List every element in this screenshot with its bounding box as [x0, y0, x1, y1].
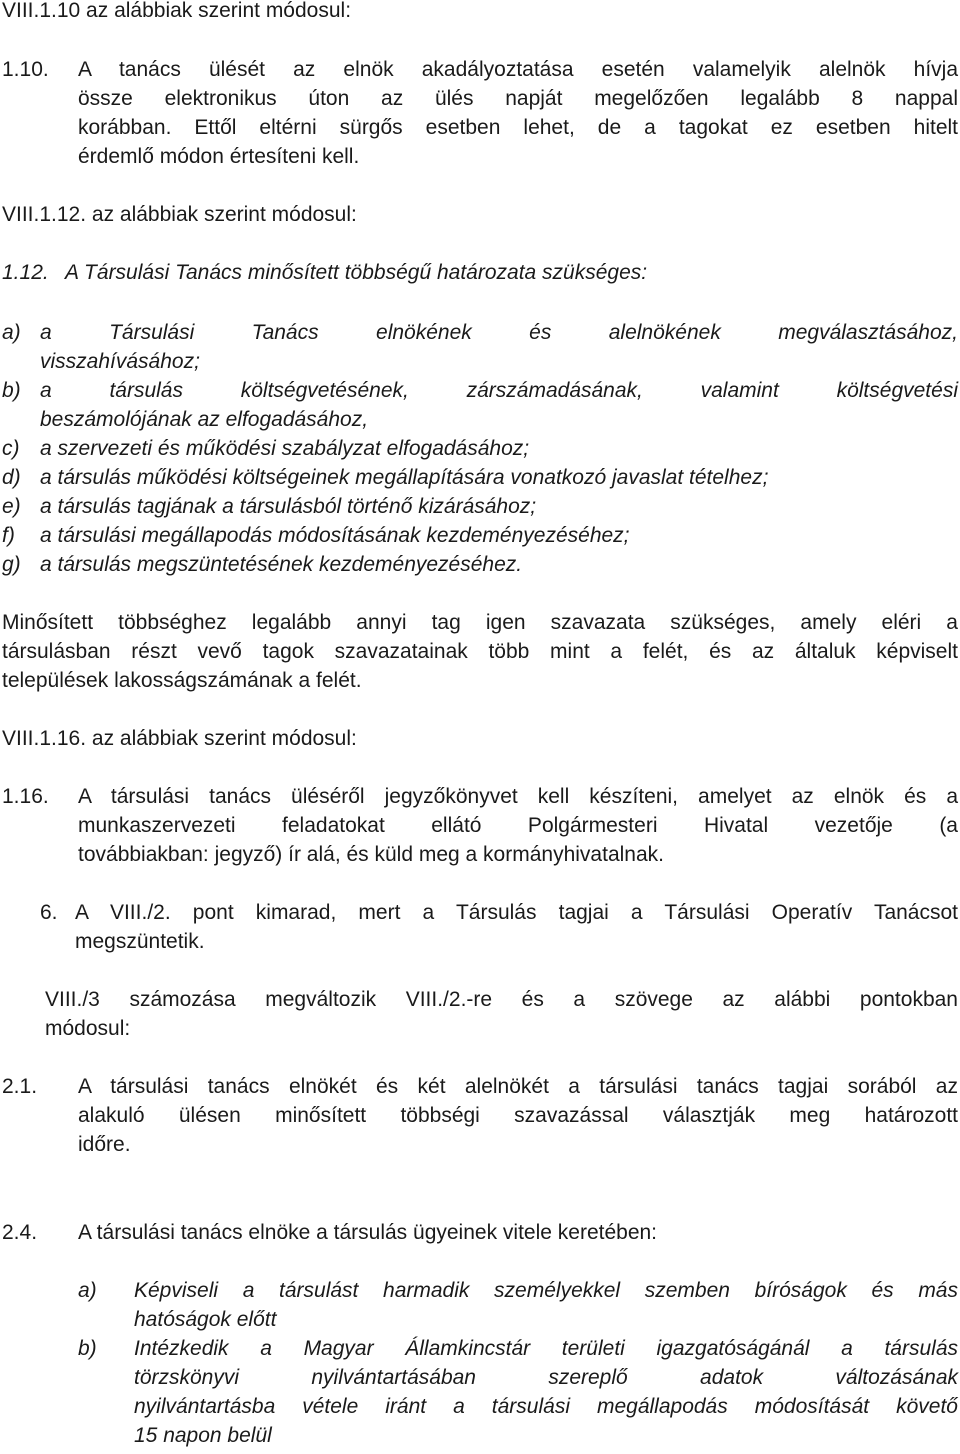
- paragraph-line: A társulási tanács elnöke a társulás ügyeinek vitele keretében:: [78, 1221, 658, 1244]
- list-item: a társulás működési költségeinek megállapítására vonatkozó javaslat tételhez;: [40, 466, 769, 489]
- list-item: beszámolójának az elfogadásához,: [40, 408, 369, 431]
- section-heading-1-16: VIII.1.16. az alábbiak szerint módosul:: [2, 727, 357, 750]
- majority-definition-line: Minősített többséghez legalább annyi tag igen szavazata szükséges, amely eléri a: [2, 611, 958, 634]
- paragraph-line: A Társulási Tanács minősített többségű határozata szükséges:: [65, 261, 648, 284]
- list-item: visszahívásához;: [40, 350, 200, 373]
- paragraph-line: megszüntetik.: [75, 930, 205, 953]
- list-label: a): [78, 1279, 97, 1302]
- list-item: törzskönyvi nyilvántartásában szereplő adatok változásának: [134, 1366, 958, 1389]
- paragraph-line: A VIII./2. pont kimarad, mert a Társulás tagjai a Társulási Operatív Tanácsot: [75, 901, 958, 924]
- list-label: c): [2, 437, 20, 460]
- paragraph-number: 2.1.: [2, 1075, 38, 1098]
- paragraph-line: A társulási tanács üléséről jegyzőkönyvet kell készíteni, amelyet az elnök és a: [78, 785, 958, 808]
- majority-definition-line: települések lakosságszámának a felét.: [2, 669, 362, 692]
- list-item: a társulási megállapodás módosításának kezdeményezéséhez;: [40, 524, 630, 547]
- paragraph-number: 1.12.: [2, 261, 49, 284]
- paragraph-line: módosul:: [45, 1017, 131, 1040]
- paragraph-line: A társulási tanács elnökét és két alelnökét a társulási tanács tagjai sorából az: [78, 1075, 958, 1098]
- paragraph-line: VIII./3 számozása megváltozik VIII./2.-re és a szövege az alábbi pontokban: [45, 988, 958, 1011]
- paragraph-line: össze elektronikus úton az ülés napját megelőzően legalább 8 nappal: [78, 87, 958, 110]
- list-item: Képviseli a társulást harmadik személyekkel szemben bíróságok és más: [134, 1279, 958, 1302]
- list-item: Intézkedik a Magyar Államkincstár területi igazgatóságánál a társulás: [134, 1337, 958, 1360]
- paragraph-line: időre.: [78, 1133, 131, 1156]
- list-item: 15 napon belül: [134, 1424, 272, 1447]
- section-heading-1-10: VIII.1.10 az alábbiak szerint módosul:: [2, 0, 352, 22]
- list-label: b): [78, 1337, 97, 1360]
- paragraph-line: A tanács ülését az elnök akadályoztatása esetén valamelyik alelnök hívja: [78, 58, 958, 81]
- list-item: hatóságok előtt: [134, 1308, 277, 1331]
- section-heading-1-12: VIII.1.12. az alábbiak szerint módosul:: [2, 203, 357, 226]
- list-label: d): [2, 466, 21, 489]
- list-item: a szervezeti és működési szabályzat elfogadásához;: [40, 437, 530, 460]
- paragraph-line: érdemlő módon értesíteni kell.: [78, 145, 360, 168]
- list-label: b): [2, 379, 21, 402]
- list-item: a Társulási Tanács elnökének és alelnökének megválasztásához,: [40, 321, 958, 344]
- list-label: f): [2, 524, 15, 547]
- majority-definition-line: társulásban részt vevő tagok szavazatainak több mint a felét, és az általuk képviselt: [2, 640, 958, 663]
- paragraph-line: korábban. Ettől eltérni sürgős esetben lehet, de a tagokat ez esetben hitelt: [78, 116, 958, 139]
- paragraph-number: 6.: [40, 901, 58, 924]
- paragraph-line: továbbiakban: jegyző) ír alá, és küld meg a kormányhivatalnak.: [78, 843, 664, 866]
- list-label: a): [2, 321, 21, 344]
- list-item: nyilvántartásba vétele iránt a társulási megállapodás módosítását követő: [134, 1395, 958, 1418]
- list-item: a társulás megszüntetésének kezdeményezéséhez.: [40, 553, 523, 576]
- paragraph-number: 1.16.: [2, 785, 49, 808]
- paragraph-number: 1.10.: [2, 58, 49, 81]
- list-label: g): [2, 553, 21, 576]
- list-label: e): [2, 495, 21, 518]
- paragraph-number: 2.4.: [2, 1221, 38, 1244]
- paragraph-line: munkaszervezeti feladatokat ellátó Polgármesteri Hivatal vezetője (a: [78, 814, 958, 837]
- list-item: a társulás költségvetésének, zárszámadásának, valamint költségvetési: [40, 379, 958, 402]
- paragraph-line: alakuló ülésen minősített többségi szavazással választják meg határozott: [78, 1104, 958, 1127]
- list-item: a társulás tagjának a társulásból történő kizárásához;: [40, 495, 537, 518]
